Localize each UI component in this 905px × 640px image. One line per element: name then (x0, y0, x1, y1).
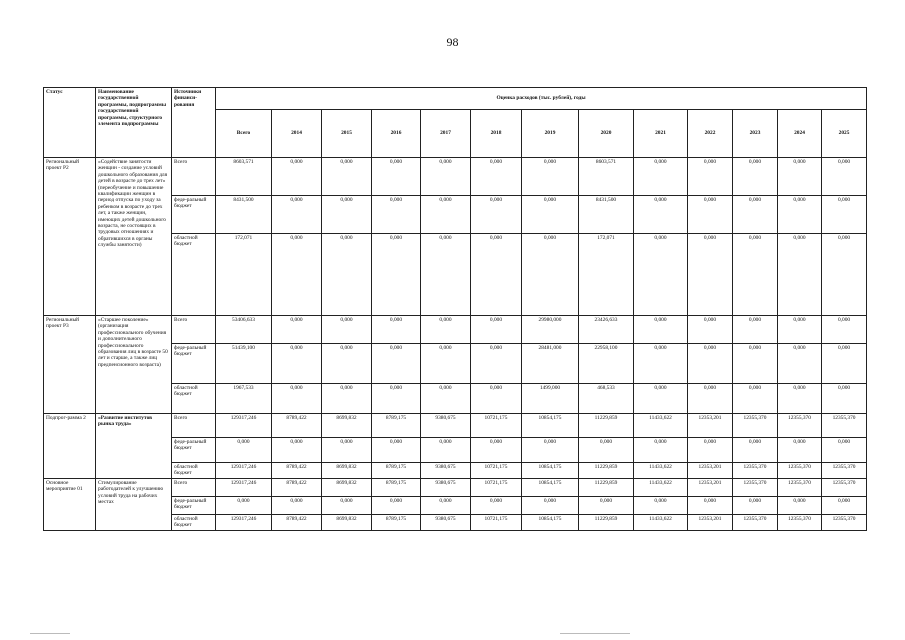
header-year: 2023 (733, 110, 778, 158)
scan-mark (560, 633, 630, 634)
value-cell: 0,000 (733, 344, 778, 384)
value-cell: 8699,832 (322, 463, 372, 479)
value-cell: 8789,175 (372, 515, 421, 531)
value-cell: 0,000 (822, 158, 867, 196)
value-cell: 0,000 (522, 196, 579, 234)
row-source: областной бюджет (172, 463, 216, 479)
value-cell: 9380,675 (421, 463, 471, 479)
row-status: Подпрог-рамма 2 (44, 414, 96, 479)
table-row (44, 479, 867, 497)
value-cell: 0,000 (372, 316, 421, 344)
value-cell: 22958,100 (579, 344, 634, 384)
value-cell: 0,000 (733, 234, 778, 316)
budget-table (43, 87, 867, 531)
value-cell: 0,000 (778, 234, 822, 316)
value-cell: 0,000 (272, 497, 322, 515)
value-cell: 0,000 (822, 234, 867, 316)
value-cell: 0,000 (634, 234, 688, 316)
value-cell: 12355,370 (733, 479, 778, 497)
row-source: областной бюджет (172, 234, 216, 316)
value-cell: 0,000 (778, 497, 822, 515)
value-cell: 0,000 (471, 384, 522, 414)
value-cell: 0,000 (372, 384, 421, 414)
value-cell: 12353,201 (688, 414, 733, 438)
value-cell: 0,000 (471, 344, 522, 384)
value-cell: 51439,100 (216, 344, 272, 384)
value-cell: 0,000 (733, 158, 778, 196)
value-cell: 0,000 (322, 158, 372, 196)
value-cell: 0,000 (778, 316, 822, 344)
value-cell: 12355,370 (822, 515, 867, 531)
value-cell: 8789,422 (272, 479, 322, 497)
value-cell: 0,000 (322, 384, 372, 414)
value-cell: 0,000 (272, 344, 322, 384)
value-cell: 12355,370 (778, 463, 822, 479)
header-year: 2015 (322, 110, 372, 158)
value-cell: 0,000 (688, 316, 733, 344)
value-cell: 0,000 (272, 384, 322, 414)
value-cell: 0,000 (733, 497, 778, 515)
header-estimate: Оценка расходов (тыс. рублей), годы (216, 88, 867, 110)
value-cell: 11433,622 (634, 479, 688, 497)
value-cell: 1499,000 (522, 384, 579, 414)
value-cell: 172,071 (216, 234, 272, 316)
row-name: «Старшее поколение» (организация профессионального обучения и дополнительного профессионального образования лиц в возрасте 50 лет и старше, а также лиц предпенсионного возраста) (96, 316, 172, 414)
header-name: Наименование государственной программы, подпрограммы государственной программы, структурного элемента подпрограммы (96, 88, 172, 158)
value-cell: 0,000 (471, 234, 522, 316)
value-cell: 0,000 (733, 384, 778, 414)
value-cell: 10854,175 (522, 515, 579, 531)
row-status: Основное мероприятие 01 (44, 479, 96, 531)
value-cell: 0,000 (372, 438, 421, 463)
row-source: Всего (172, 316, 216, 344)
value-cell: 129317,246 (216, 414, 272, 438)
value-cell: 11229,859 (579, 463, 634, 479)
value-cell: 0,000 (822, 384, 867, 414)
header-year: 2021 (634, 110, 688, 158)
value-cell: 129317,246 (216, 479, 272, 497)
value-cell: 12353,201 (688, 479, 733, 497)
value-cell: 0,000 (272, 316, 322, 344)
value-cell: 1967,533 (216, 384, 272, 414)
header-year: 2024 (778, 110, 822, 158)
value-cell: 0,000 (272, 196, 322, 234)
header-year: 2017 (421, 110, 471, 158)
value-cell: 172,071 (579, 234, 634, 316)
value-cell: 0,000 (634, 316, 688, 344)
value-cell: 0,000 (522, 497, 579, 515)
value-cell: 0,000 (688, 438, 733, 463)
value-cell: 0,000 (372, 234, 421, 316)
value-cell: 8789,422 (272, 463, 322, 479)
table-row (44, 414, 867, 438)
value-cell: 468,533 (579, 384, 634, 414)
value-cell: 0,000 (634, 196, 688, 234)
value-cell: 12355,370 (778, 479, 822, 497)
value-cell: 129317,246 (216, 463, 272, 479)
value-cell: 8603,571 (216, 158, 272, 196)
row-source: областной бюджет (172, 515, 216, 531)
value-cell: 0,000 (372, 344, 421, 384)
value-cell: 0,000 (421, 316, 471, 344)
row-source: Всего (172, 158, 216, 196)
header-year: 2020 (579, 110, 634, 158)
value-cell: 0,000 (471, 158, 522, 196)
value-cell: 0,000 (322, 344, 372, 384)
value-cell: 0,000 (822, 196, 867, 234)
row-source: феде-ральный бюджет (172, 196, 216, 234)
value-cell: 0,000 (471, 196, 522, 234)
header-year: 2025 (822, 110, 867, 158)
value-cell: 11433,622 (634, 414, 688, 438)
row-source: феде-ральный бюджет (172, 344, 216, 384)
value-cell: 0,000 (421, 497, 471, 515)
value-cell: 0,000 (778, 158, 822, 196)
value-cell: 0,000 (579, 497, 634, 515)
value-cell: 29980,000 (522, 316, 579, 344)
value-cell: 0,000 (421, 344, 471, 384)
value-cell: 0,000 (372, 497, 421, 515)
value-cell: 0,000 (272, 438, 322, 463)
value-cell: 0,000 (322, 497, 372, 515)
row-source: Всего (172, 414, 216, 438)
value-cell: 8699,832 (322, 414, 372, 438)
value-cell: 0,000 (778, 438, 822, 463)
value-cell: 8431,500 (216, 196, 272, 234)
value-cell: 11433,622 (634, 515, 688, 531)
value-cell: 10854,175 (522, 479, 579, 497)
value-cell: 0,000 (322, 196, 372, 234)
row-name: «Содействие занятости женщин - создание условий дошкольного образования для детей в возрасте до трех лет» (переобучение и повышение квалификации женщин в период отпуска по уходу за ребенком в возрасте до трех лет, а также женщин, имеющих детей дошкольного возраста, не состоящих в трудовых отношениях и обратившихся в органы службы занятости) (96, 158, 172, 316)
value-cell: 0,000 (822, 497, 867, 515)
value-cell: 8789,175 (372, 463, 421, 479)
page-number: 98 (446, 35, 459, 49)
value-cell: 12355,370 (778, 414, 822, 438)
value-cell: 8789,422 (272, 414, 322, 438)
value-cell: 10721,175 (471, 414, 522, 438)
row-source: Всего (172, 479, 216, 497)
value-cell: 12355,370 (733, 414, 778, 438)
header-year: 2019 (522, 110, 579, 158)
value-cell: 8603,571 (579, 158, 634, 196)
value-cell: 0,000 (522, 158, 579, 196)
value-cell: 0,000 (822, 438, 867, 463)
value-cell: 0,000 (733, 196, 778, 234)
header-year: Всего (216, 110, 272, 158)
value-cell: 12353,201 (688, 463, 733, 479)
value-cell: 0,000 (372, 158, 421, 196)
value-cell: 8789,422 (272, 515, 322, 531)
value-cell: 0,000 (822, 344, 867, 384)
value-cell: 8699,832 (322, 479, 372, 497)
header-status: Статус (44, 88, 96, 158)
value-cell: 8789,175 (372, 479, 421, 497)
value-cell: 0,000 (778, 196, 822, 234)
value-cell: 0,000 (822, 316, 867, 344)
value-cell: 12355,370 (822, 463, 867, 479)
value-cell: 0,000 (421, 234, 471, 316)
value-cell: 0,000 (216, 438, 272, 463)
value-cell: 0,000 (688, 234, 733, 316)
value-cell: 0,000 (688, 497, 733, 515)
header-year: 2014 (272, 110, 322, 158)
value-cell: 0,000 (421, 158, 471, 196)
value-cell: 9380,675 (421, 479, 471, 497)
value-cell: 12355,370 (822, 414, 867, 438)
header-source: Источники финанси-рования (172, 88, 216, 158)
value-cell: 0,000 (421, 384, 471, 414)
row-status: Региональный проект Р3 (44, 316, 96, 414)
value-cell: 0,000 (322, 316, 372, 344)
value-cell: 0,000 (634, 438, 688, 463)
value-cell: 12355,370 (733, 515, 778, 531)
value-cell: 10854,175 (522, 463, 579, 479)
value-cell: 8699,832 (322, 515, 372, 531)
value-cell: 0,000 (634, 384, 688, 414)
header-year: 2016 (372, 110, 421, 158)
value-cell: 10854,175 (522, 414, 579, 438)
scan-mark (30, 633, 70, 634)
value-cell: 12355,370 (822, 479, 867, 497)
row-source: феде-ральный бюджет (172, 497, 216, 515)
value-cell: 0,000 (733, 438, 778, 463)
value-cell: 8431,500 (579, 196, 634, 234)
value-cell: 0,000 (322, 234, 372, 316)
value-cell: 8789,175 (372, 414, 421, 438)
value-cell: 0,000 (778, 384, 822, 414)
value-cell: 12353,201 (688, 515, 733, 531)
value-cell: 0,000 (272, 158, 322, 196)
value-cell: 11433,622 (634, 463, 688, 479)
value-cell: 10721,175 (471, 479, 522, 497)
value-cell: 0,000 (471, 316, 522, 344)
value-cell: 0,000 (778, 344, 822, 384)
value-cell: 0,000 (688, 158, 733, 196)
row-name: Стимулирование работодателей к улучшению условий труда на рабочих местах (96, 479, 172, 531)
value-cell: 129317,246 (216, 515, 272, 531)
value-cell: 53406,633 (216, 316, 272, 344)
value-cell: 0,000 (634, 158, 688, 196)
row-name: «Развитие институтов рынка труда» (96, 414, 172, 479)
header-year: 2022 (688, 110, 733, 158)
value-cell: 10721,175 (471, 515, 522, 531)
table-row (44, 316, 867, 344)
value-cell: 0,000 (688, 344, 733, 384)
value-cell: 11229,859 (579, 479, 634, 497)
value-cell: 9380,675 (421, 515, 471, 531)
value-cell: 0,000 (216, 497, 272, 515)
value-cell: 0,000 (471, 497, 522, 515)
value-cell: 0,000 (634, 344, 688, 384)
value-cell: 11229,859 (579, 515, 634, 531)
value-cell: 28481,000 (522, 344, 579, 384)
value-cell: 11229,859 (579, 414, 634, 438)
value-cell: 0,000 (272, 234, 322, 316)
row-status: Региональный проект Р2 (44, 158, 96, 316)
value-cell: 10721,175 (471, 463, 522, 479)
value-cell: 0,000 (372, 196, 421, 234)
row-source: областной бюджет (172, 384, 216, 414)
row-source: феде-ральный бюджет (172, 438, 216, 463)
value-cell: 0,000 (322, 438, 372, 463)
value-cell: 0,000 (733, 316, 778, 344)
value-cell: 0,000 (579, 438, 634, 463)
value-cell: 0,000 (421, 196, 471, 234)
value-cell: 0,000 (688, 196, 733, 234)
value-cell: 0,000 (471, 438, 522, 463)
value-cell: 0,000 (522, 438, 579, 463)
value-cell: 9380,675 (421, 414, 471, 438)
table-row (44, 158, 867, 196)
value-cell: 23426,633 (579, 316, 634, 344)
value-cell: 12355,370 (778, 515, 822, 531)
value-cell: 0,000 (421, 438, 471, 463)
value-cell: 0,000 (634, 497, 688, 515)
value-cell: 12355,370 (733, 463, 778, 479)
value-cell: 0,000 (688, 384, 733, 414)
value-cell: 0,000 (522, 234, 579, 316)
header-year: 2018 (471, 110, 522, 158)
